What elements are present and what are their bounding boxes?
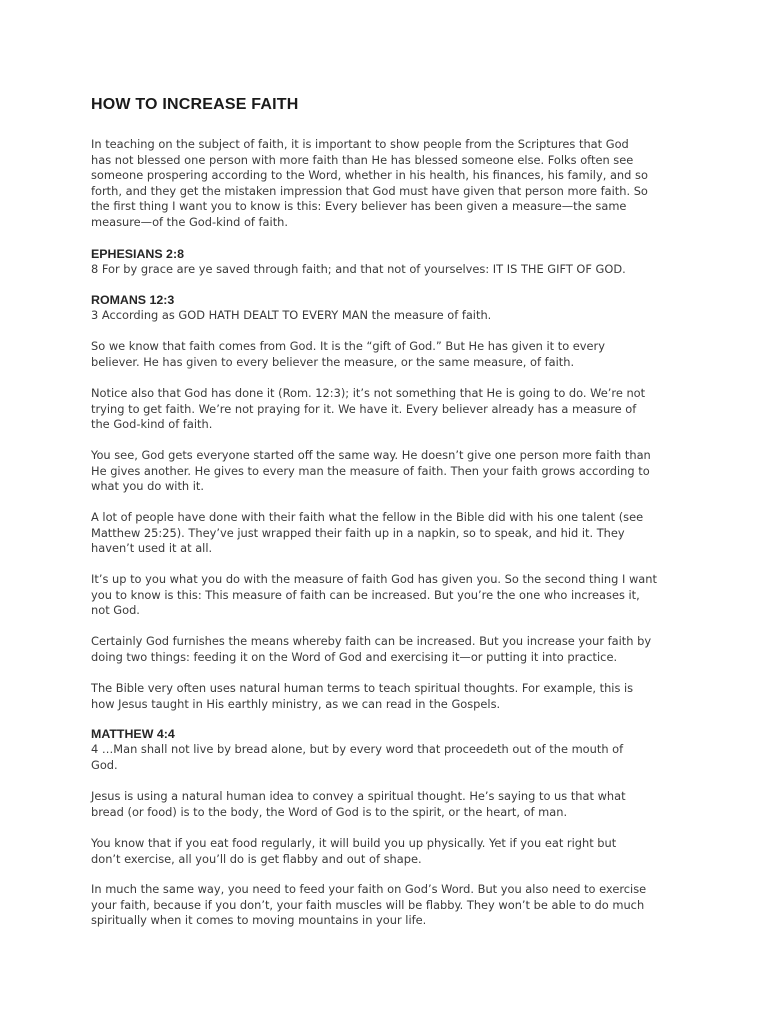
- text-line: has not blessed one person with more faith than He has blessed someone else. Folks often see: [91, 152, 634, 167]
- text-line: So we know that faith comes from God. It is the “gift of God.” But He has given it to every: [91, 339, 605, 353]
- text-line: not God.: [91, 603, 140, 618]
- text-line: measure—of the God-kind of faith.: [91, 214, 289, 229]
- text-line: 4 …Man shall not live by bread alone, but by every word that proceedeth out of the mouth of: [91, 742, 624, 756]
- text-line: Matthew 25:25). They’ve just wrapped their faith up in a napkin, so to speak, and hid it. They: [91, 525, 625, 540]
- text-line: You see, God gets everyone started off the same way. He doesn’t give one person more faith than: [91, 448, 651, 462]
- text-line: believer. He has given to every believer the measure, or the same measure, of faith.: [91, 354, 575, 369]
- text-line: Certainly God furnishes the means whereby faith can be increased. But you increase your faith by: [91, 634, 652, 648]
- body-paragraph: [91, 448, 681, 495]
- body-paragraph: [91, 882, 681, 929]
- text-line: don’t exercise, all you’ll do is get flabby and out of shape.: [91, 851, 422, 866]
- text-line: the God-kind of faith.: [91, 417, 213, 432]
- body-paragraph: [91, 339, 681, 370]
- text-line: the first thing I want you to know is this: Every believer has been given a measure—the same: [91, 199, 627, 214]
- text-line: 3 According as GOD HATH DEALT TO EVERY MAN the measure of faith.: [91, 308, 492, 322]
- document-title: HOW TO INCREASE FAITH: [91, 96, 299, 113]
- text-line: trying to get faith. We’re not praying for it. We have it. Every believer already has a measure of: [91, 401, 637, 416]
- text-line: doing two things: feeding it on the Word of God and exercising it—or putting it into practice.: [91, 649, 618, 664]
- text-line: spiritually when it comes to moving mountains in your life.: [91, 913, 427, 928]
- intro-paragraph: [91, 137, 681, 231]
- text-line: He gives another. He gives to every man the measure of faith. Then your faith grows according to: [91, 463, 650, 478]
- text-line: It’s up to you what you do with the measure of faith God has given you. So the second thing I want: [91, 572, 657, 586]
- text-line: you to know is this: This measure of faith can be increased. But you’re the one who increases it,: [91, 587, 640, 602]
- body-paragraph: [91, 386, 681, 433]
- text-line: The Bible very often uses natural human terms to teach spiritual thoughts. For example, this is: [91, 681, 634, 695]
- text-line: Notice also that God has done it (Rom. 12:3); it’s not something that He is going to do. We’re not: [91, 386, 646, 400]
- body-paragraph: [91, 789, 681, 820]
- scripture-heading-ephesians: EPHESIANS 2:8: [91, 247, 184, 261]
- body-paragraph: [91, 681, 681, 712]
- scripture-verse-ephesians: [91, 262, 681, 278]
- text-line: forth, and they get the mistaken impression that God must have given that person more faith. So: [91, 183, 648, 198]
- scripture-heading-matthew: MATTHEW 4:4: [91, 727, 175, 741]
- text-line: 8 For by grace are ye saved through faith; and that not of yourselves: IT IS THE GIFT OF GOD.: [91, 262, 626, 276]
- text-line: God.: [91, 757, 118, 772]
- body-paragraph: [91, 572, 681, 619]
- text-line: bread (or food) is to the body, the Word of God is to the spirit, or the heart, of man.: [91, 804, 568, 819]
- scripture-verse-matthew: [91, 742, 681, 773]
- scripture-heading-romans: ROMANS 12:3: [91, 293, 175, 307]
- scripture-verse-romans: [91, 308, 681, 324]
- text-line: A lot of people have done with their faith what the fellow in the Bible did with his one talent (see: [91, 510, 644, 524]
- text-line: what you do with it.: [91, 479, 205, 494]
- text-line: In much the same way, you need to feed your faith on God’s Word. But you also need to exercise: [91, 882, 647, 896]
- body-paragraph: [91, 510, 681, 557]
- text-line: Jesus is using a natural human idea to convey a spiritual thought. He’s saying to us that what: [91, 789, 626, 803]
- text-line: In teaching on the subject of faith, it is important to show people from the Scriptures that God: [91, 137, 629, 151]
- text-line: You know that if you eat food regularly, it will build you up physically. Yet if you eat right but: [91, 836, 617, 850]
- text-line: someone prospering according to the Word, whether in his health, his finances, his family, and so: [91, 168, 648, 183]
- body-paragraph: [91, 836, 681, 867]
- text-line: your faith, because if you don’t, your faith muscles will be flabby. They won’t be able to do much: [91, 897, 645, 912]
- text-line: how Jesus taught in His earthly ministry, as we can read in the Gospels.: [91, 696, 501, 711]
- body-paragraph: [91, 634, 681, 665]
- text-line: haven’t used it at all.: [91, 541, 213, 556]
